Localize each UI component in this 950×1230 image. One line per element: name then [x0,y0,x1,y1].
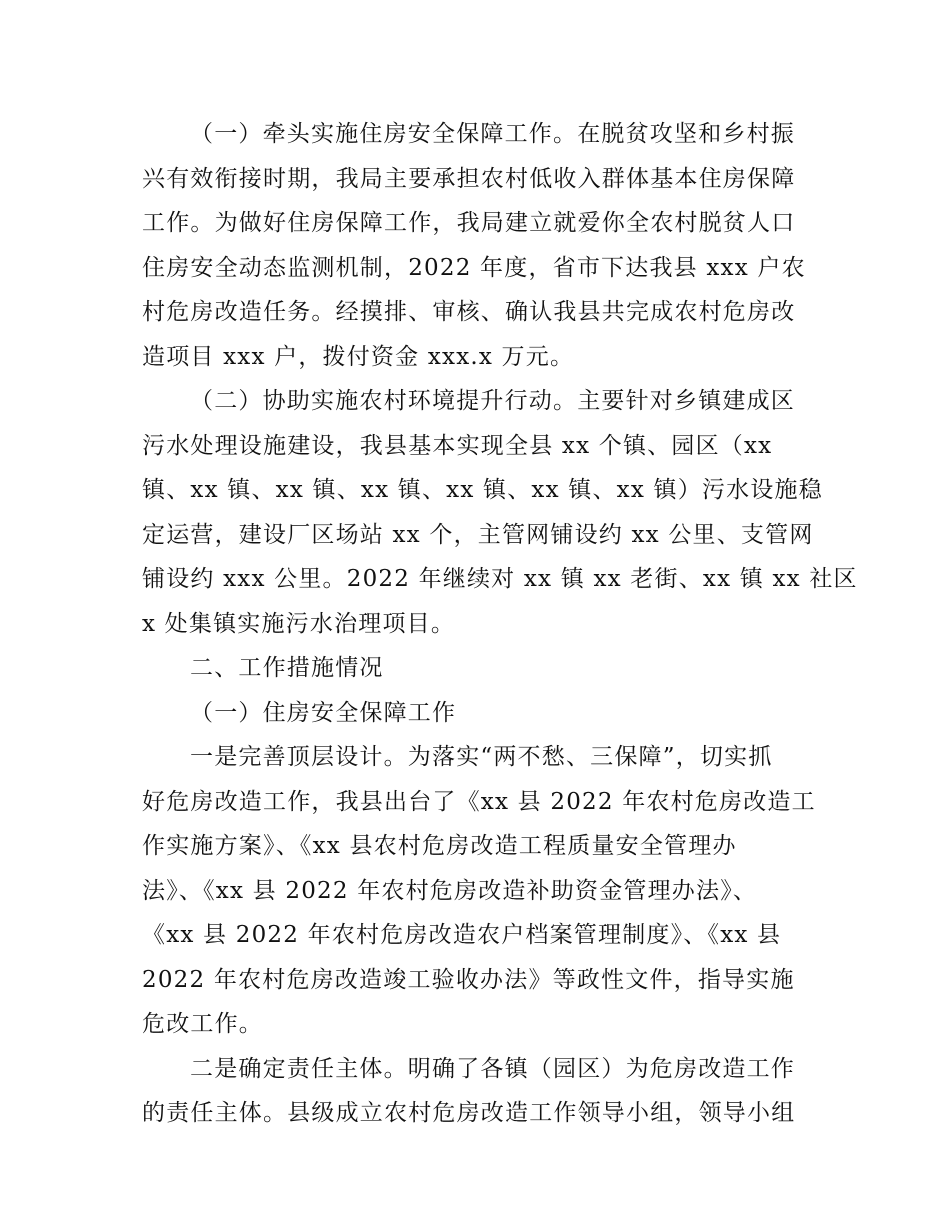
paragraph-line: 兴有效衔接时期，我局主要承担农村低收入群体基本住房保障 [142,165,796,192]
paragraph-line: 住房安全动态监测机制，2022 年度，省市下达我县 xxx 户农 [142,254,806,281]
paragraph-line: （二）协助实施农村环境提升行动。主要针对乡镇建成区 [190,388,795,414]
subsection-heading: （一）住房安全保障工作 [190,699,457,726]
paragraph-line: 二是确定责任主体。明确了各镇（园区）为危房改造工作 [190,1055,795,1082]
paragraph-line: x 处集镇实施污水治理项目。 [142,610,456,637]
paragraph-line: 定运营，建设厂区场站 xx 个，主管网铺设约 xx 公里、支管网 [142,521,814,548]
paragraph-line: 作实施方案》、《xx 县农村危房改造工程质量安全管理办 [142,833,737,859]
paragraph-line: 《xx 县 2022 年农村危房改造农户档案管理制度》、《xx 县 [142,922,782,948]
paragraph-line: 镇、xx 镇、xx 镇、xx 镇、xx 镇、xx 镇、xx 镇）污水设施稳 [142,477,823,503]
paragraph-line: 的责任主体。县级成立农村危房改造工作领导小组，领导小组 [142,1100,796,1126]
section-heading: 二、工作措施情况 [190,655,384,681]
paragraph-line: 工作。为做好住房保障工作，我局建立就爱你全农村脱贫人口 [142,210,796,236]
paragraph-line: 法》、《xx 县 2022 年农村危房改造补助资金管理办法》、 [142,877,758,904]
paragraph-line: 造项目 xxx 户，拨付资金 xxx.x 万元。 [142,343,575,370]
paragraph-line: 一是完善顶层设计。为落实“两不愁、三保障”，切实抓 [190,744,773,770]
paragraph-line: 2022 年农村危房改造竣工验收办法》等政性文件，指导实施 [142,966,795,993]
document-body [142,112,858,1136]
paragraph-line: 危改工作。 [142,1011,263,1037]
paragraph-line: 村危房改造任务。经摸排、审核、确认我县共完成农村危房改 [142,299,796,325]
paragraph-line: （一）牵头实施住房安全保障工作。在脱贫攻坚和乡村振 [190,121,795,147]
paragraph-line: 铺设约 xxx 公里。2022 年继续对 xx 镇 xx 老街、xx 镇 xx 社区 [142,566,858,592]
paragraph-line: 好危房改造工作，我县出台了《xx 县 2022 年农村危房改造工 [142,788,816,815]
paragraph-line: 污水处理设施建设，我县基本实现全县 xx 个镇、园区（xx [142,432,773,459]
